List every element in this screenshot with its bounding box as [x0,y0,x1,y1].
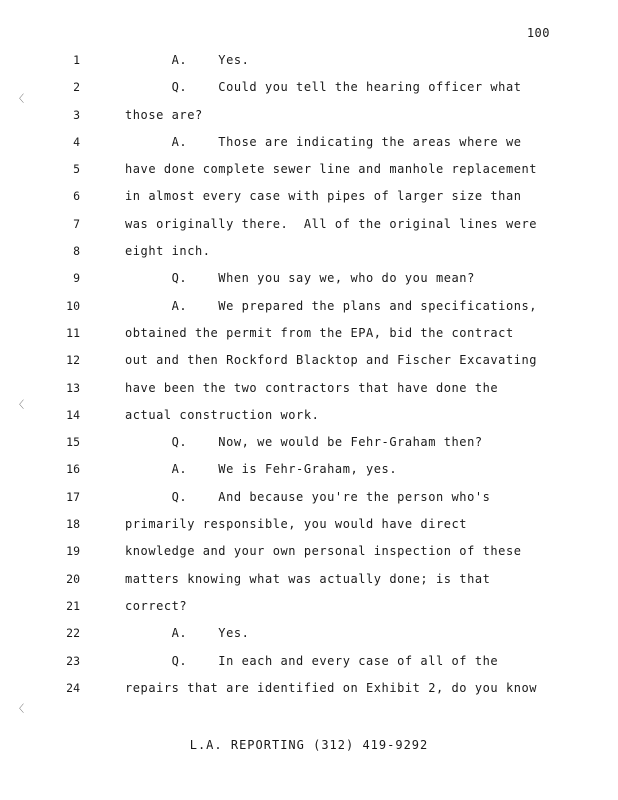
line-text: A. Yes. [125,53,250,67]
transcript-line [0,79,618,106]
line-number: 12 [66,353,80,368]
page-number: 100 [526,26,550,40]
transcript-line [0,543,618,570]
line-number: 24 [66,680,80,695]
line-text: A. Yes. [125,626,250,641]
line-number: 21 [66,598,80,613]
line-text: those are? [125,107,203,122]
line-text: out and then Rockford Blacktop and Fischer Excavating [125,353,538,368]
line-number: 9 [73,271,80,286]
line-text: have done complete sewer line and manhole replacement [125,162,538,177]
line-text: A. Those are indicating the areas where we [125,134,522,149]
transcript-line [0,270,618,297]
transcript-line [0,489,618,516]
transcript-line [0,188,618,215]
transcript-line [0,243,618,270]
transcript-line [0,298,618,325]
transcript-lines [0,52,618,707]
margin-mark: 〈 [14,400,24,411]
line-number: 18 [66,517,80,532]
transcript-line [0,598,618,625]
line-text: knowledge and your own personal inspection of these [125,544,522,559]
transcript-line [0,461,618,488]
margin-mark: 〈 [14,704,24,715]
line-number: 10 [66,298,80,313]
line-number: 14 [66,407,80,422]
transcript-line [0,653,618,680]
line-text: have been the two contractors that have done the [125,380,499,395]
reporter-footer: L.A. REPORTING (312) 419-9292 [189,738,429,752]
transcript-line [0,325,618,352]
line-number: 5 [73,162,80,177]
line-number: 7 [73,216,80,231]
line-text: was originally there. All of the original lines were [125,216,538,231]
line-number: 22 [66,626,80,641]
line-text: A. We prepared the plans and specifications, [125,298,538,313]
line-text: correct? [125,598,188,613]
line-text: Q. Now, we would be Fehr-Graham then? [125,435,483,450]
transcript-line [0,161,618,188]
line-text: in almost every case with pipes of larger size than [125,189,522,204]
line-number: 1 [73,53,80,67]
line-text: matters knowing what was actually done; is that [125,571,491,586]
line-number: 8 [73,244,80,259]
line-number: 16 [66,462,80,477]
line-text: Q. In each and every case of all of the [125,653,499,668]
line-number: 15 [66,435,80,450]
transcript-line [0,434,618,461]
transcript-line [0,625,618,652]
line-number: 20 [66,571,80,586]
transcript-line [0,680,618,707]
line-text: Q. Could you tell the hearing officer what [125,80,522,95]
line-number: 23 [66,653,80,668]
line-text: Q. When you say we, who do you mean? [125,271,475,286]
transcript-line [0,52,618,79]
line-number: 17 [66,489,80,504]
line-number: 3 [73,107,80,122]
line-text: obtained the permit from the EPA, bid the contract [125,325,514,340]
margin-mark: 〈 [14,94,24,105]
line-text: actual construction work. [125,407,320,422]
line-text: primarily responsible, you would have direct [125,517,468,532]
transcript-line [0,571,618,598]
transcript-line [0,107,618,134]
line-text: Q. And because you're the person who's [125,489,491,504]
line-number: 2 [73,80,80,95]
line-number: 6 [73,189,80,204]
line-text: eight inch. [125,244,211,259]
transcript-line [0,407,618,434]
transcript-line [0,216,618,243]
transcript-line [0,134,618,161]
line-number: 4 [73,134,80,149]
line-number: 13 [66,380,80,395]
line-text: A. We is Fehr-Graham, yes. [125,462,398,477]
line-number: 19 [66,544,80,559]
line-number: 11 [66,325,80,340]
transcript-line [0,380,618,407]
line-text: repairs that are identified on Exhibit 2, do you know [125,680,538,695]
transcript-line [0,516,618,543]
transcript-line [0,352,618,379]
